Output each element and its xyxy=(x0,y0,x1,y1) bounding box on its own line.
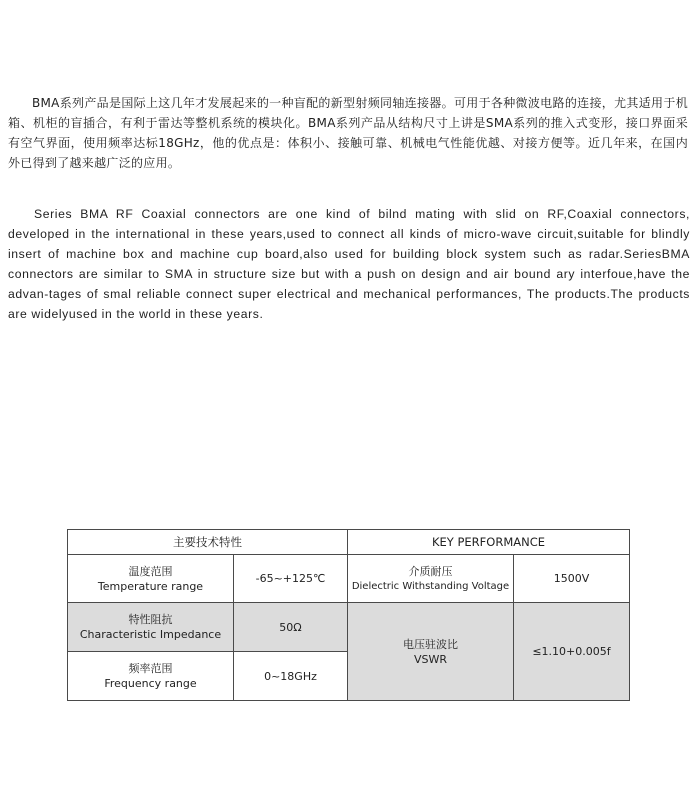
dielectric-label xyxy=(348,555,514,603)
intro-paragraph-english: Series BMA RF Coaxial connectors are one kind of bilnd mating with slid on RF,Coaxial connectors, developed in the international in these years,used to connect all kinds of micro-wave circuit,suitable for blindly insert of machine box and machine cup board,also used for building block system such as radar.SeriesBMA connectors are similar to SMA in structure size but with a push on design and air bound ary interfoue,have the advan-tages of smal reliable connect super electrical and mechanical performances, The products.The products are widelyused in the world in these years. xyxy=(8,207,690,321)
temperature-label-cn: 温度范围 xyxy=(128,564,173,578)
impedance-label-en: Characteristic Impedance xyxy=(79,628,222,641)
temperature-label xyxy=(68,555,234,603)
vswr-label-cn: 电压驻波比 xyxy=(403,637,458,651)
frequency-value: 0~18GHz xyxy=(234,652,348,701)
header-english: KEY PERFORMANCE xyxy=(348,530,630,555)
temperature-label-en: Temperature range xyxy=(97,579,204,593)
dielectric-value: 1500V xyxy=(514,555,630,603)
frequency-label-en: Frequency range xyxy=(104,677,197,690)
impedance-value: 50Ω xyxy=(234,603,348,652)
frequency-label-cn: 频率范围 xyxy=(128,662,173,675)
table-row xyxy=(68,603,630,652)
impedance-label-cn: 特性阻抗 xyxy=(128,613,173,626)
intro-paragraph-chinese: BMA系列产品是国际上这几年才发展起来的一种盲配的新型射频同轴连接器。可用于各种微波电路的连接，尤其适用于机箱、机柜的盲插合，有利于雷达等整机系统的模块化。BMA系列产品从结构尺寸上讲是SMA系列的推入式变形，接口界面采有空气界面，使用频率达标18GHz，他的优点是：体积小、接触可靠、机械电气性能优越、对接方便等。近几年来，在国内外已得到了越来越广泛的应用。 xyxy=(8,96,688,170)
dielectric-label-cn: 介质耐压 xyxy=(408,564,453,578)
dielectric-label-en: Dielectric Withstanding Voltage xyxy=(351,580,510,592)
temperature-value: -65~+125℃ xyxy=(234,555,348,603)
table-row xyxy=(68,555,630,603)
impedance-label xyxy=(68,603,234,652)
frequency-label xyxy=(68,652,234,701)
vswr-value: ≤1.10+0.005f xyxy=(514,603,630,701)
table-header-row xyxy=(68,530,630,555)
vswr-label xyxy=(348,603,514,701)
key-performance-table xyxy=(67,529,630,701)
vswr-label-en: VSWR xyxy=(413,652,448,666)
header-chinese: 主要技术特性 xyxy=(68,530,348,555)
